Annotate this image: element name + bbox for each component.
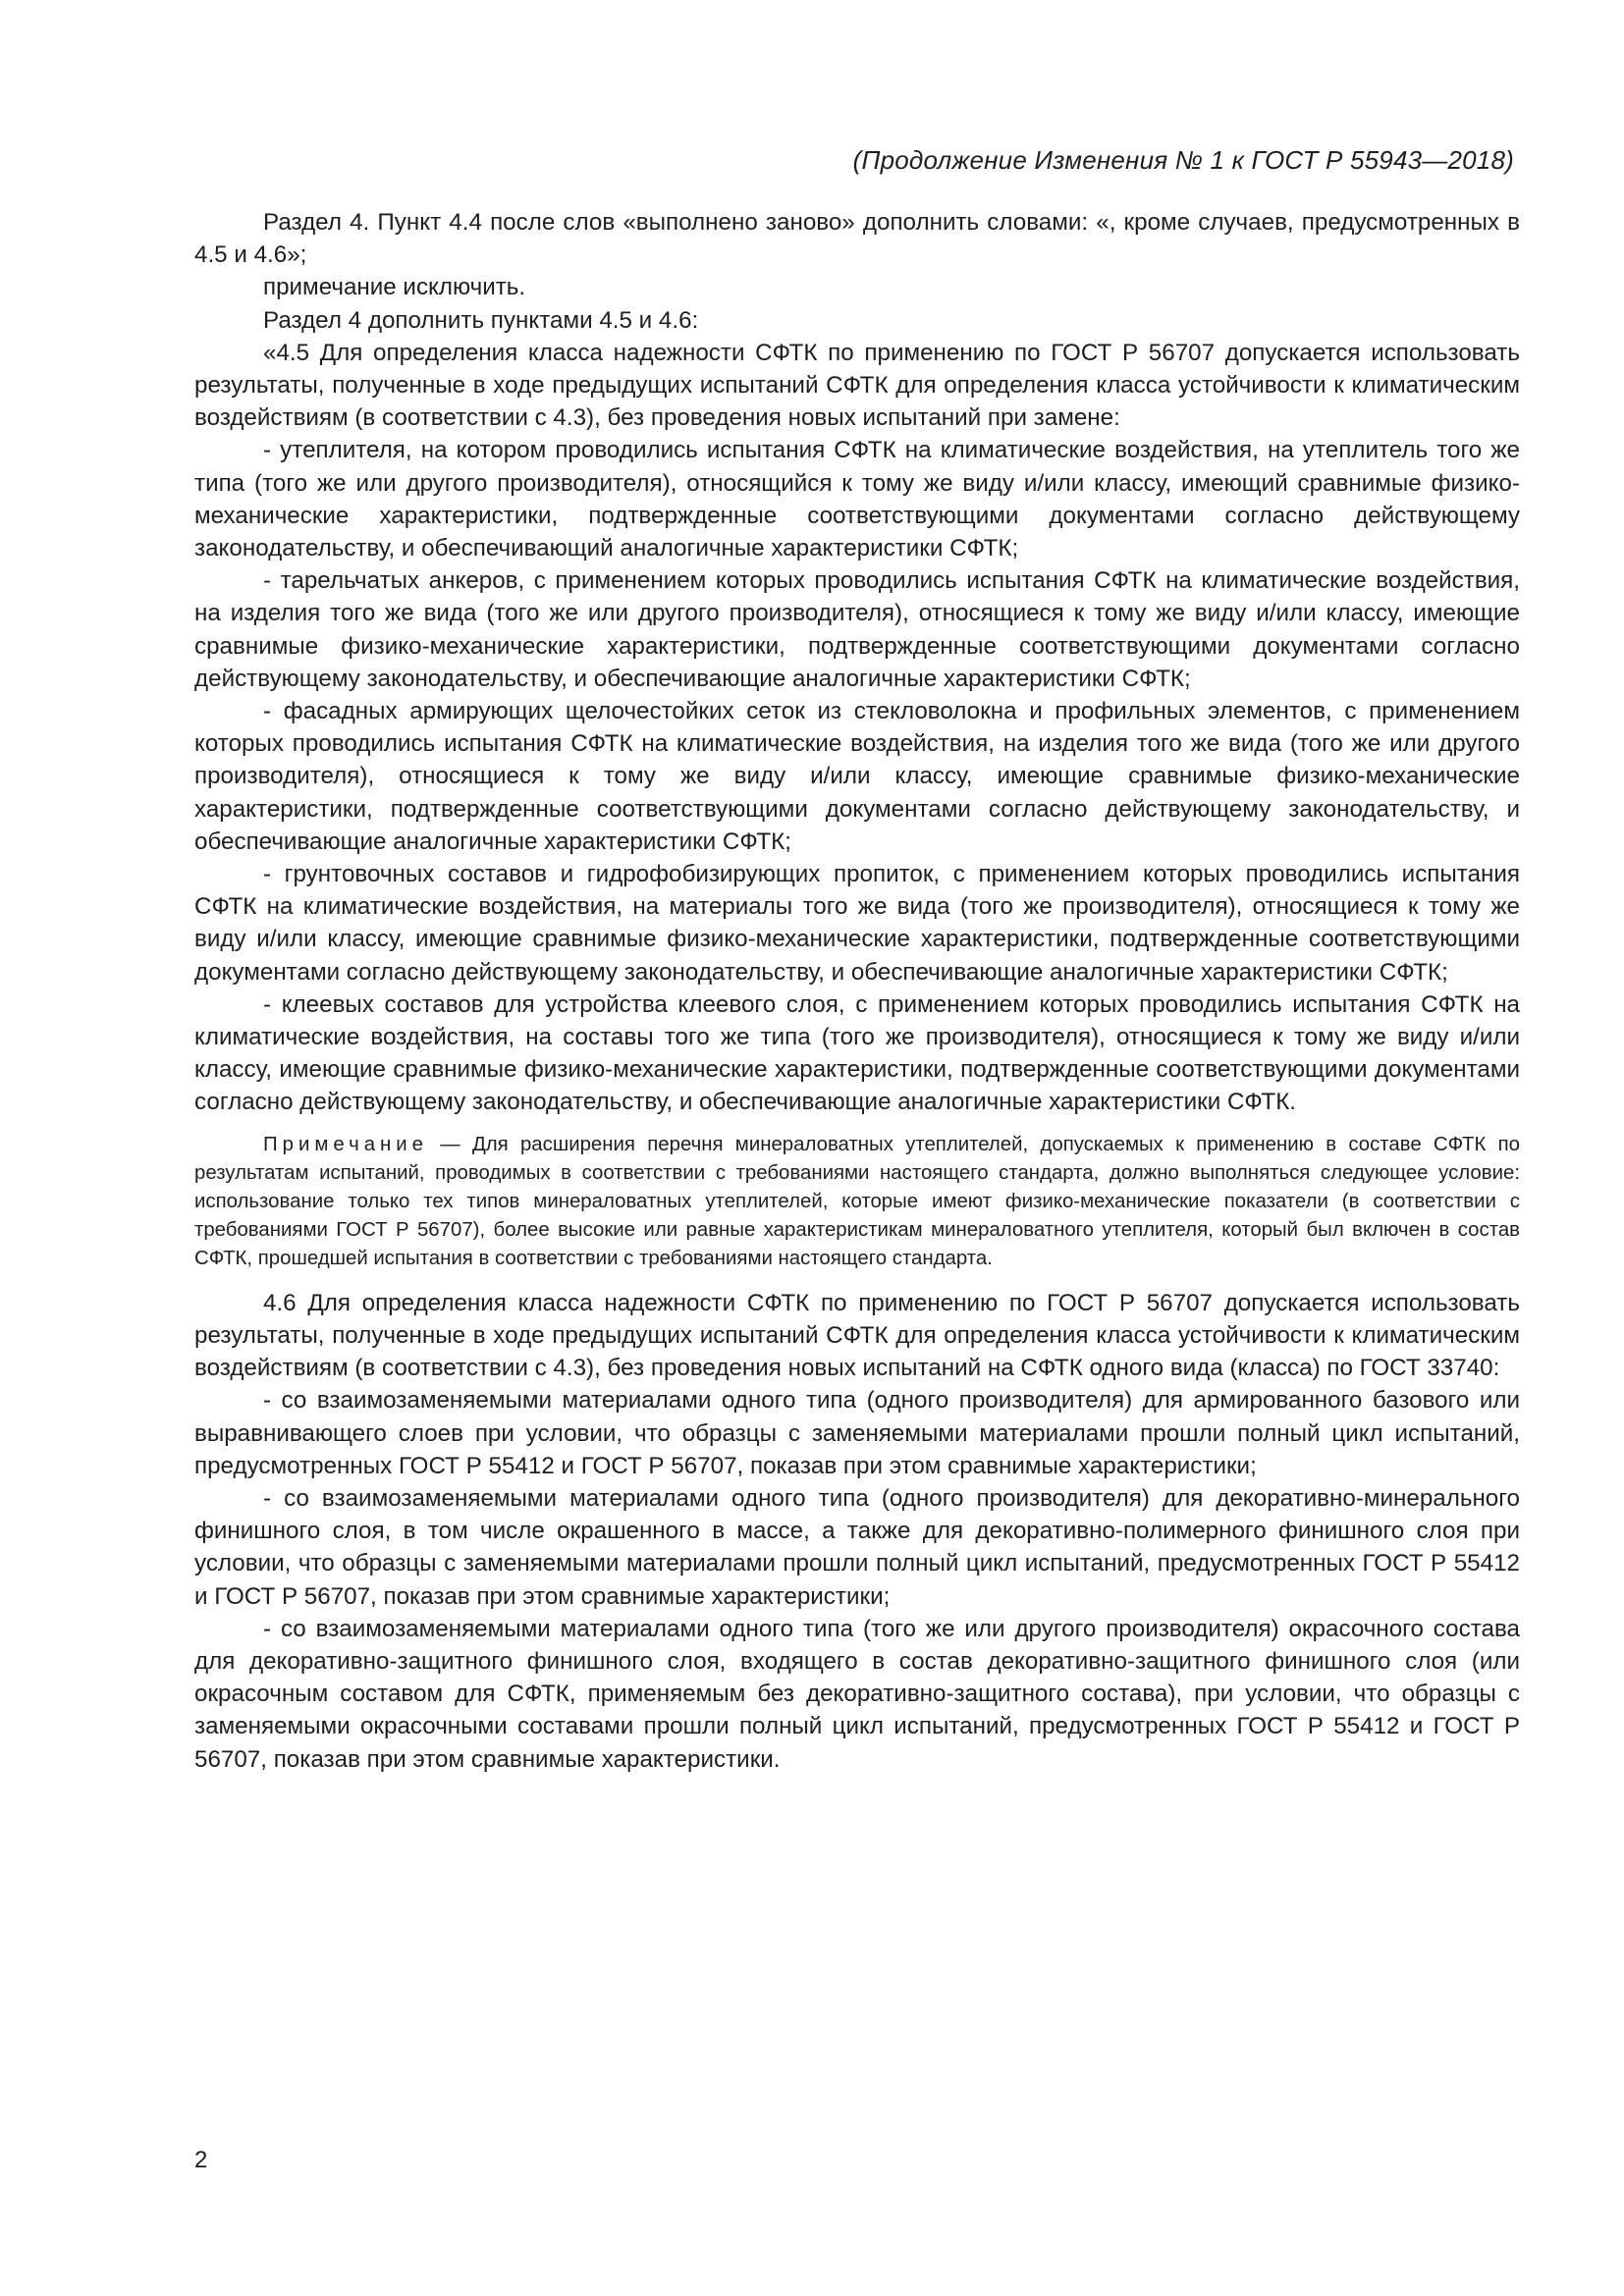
note-text: — Для расширения перечня минераловатных утеплителей, допускаемых к применению в составе СФТК по результатам испытаний, проводимых в соответствии с требованиями настоящего стандарта, должно выполняться следующее условие: использование только тех типов минераловатных утеплителей, которые имеют физико-механические показатели (в соответствии с требованиями ГОСТ Р 56707), более высокие или равные характеристикам минераловатного утеплителя, который был включен в состав СФТК, прошедшей испытания в соответствии с требованиями настоящего стандарта. [194,1133,1520,1269]
paragraph: 4.6 Для определения класса надежности СФТК по применению по ГОСТ Р 56707 допускается использовать результаты, полученные в ходе предыдущих испытаний СФТК для определения класса устойчивости к климатическим воздействиям (в соответствии с 4.3), без проведения новых испытаний на СФТК одного вида (класса) по ГОСТ 33740: [194,1289,1520,1382]
list-item: - со взаимозаменяемыми материалами одного типа (одного производителя) для декоративно-минерального финишного слоя, в том числе окрашенного в массе, а также для декоративно-полимерного финишного слоя при условии, что образцы с заменяемыми материалами прошли полный цикл испытаний, предусмотренных ГОСТ Р 55412 и ГОСТ Р 56707, показав при этом сравнимые характеристики; [194,1484,1520,1610]
list-item: - грунтовочных составов и гидрофобизирующих пропиток, с применением которых проводились испытания СФТК на климатические воздействия, на материалы того же вида (того же производителя), относящиеся к тому же виду и/или классу, имеющие сравнимые физико-механические характеристики, подтвержденные соответствующими документами согласно действующему законодательству, и обеспечивающие аналогичные характеристики СФТК; [194,861,1520,986]
note-label: Примечание [263,1133,429,1155]
list-item: - тарельчатых анкеров, с применением которых проводились испытания СФТК на климатические воздействия, на изделия того же вида (того же или другого производителя), относящиеся к тому же виду и/или классу, имеющие сравнимые физико-механические характеристики, подтвержденные соответствующими документами согласно действующему законодательству, и обеспечивающие аналогичные характеристики СФТК; [194,567,1520,692]
document-body [194,206,1520,1776]
list-item: - со взаимозаменяемыми материалами одного типа (того же или другого производителя) окрасочного состава для декоративно-защитного финишного слоя, входящего в состав декоративно-защитного финишного слоя (или окрасочным составом для СФТК, применяемым без декоративно-защитного состава), при условии, что образцы с заменяемыми окрасочными составами прошли полный цикл испытаний, предусмотренных ГОСТ Р 55412 и ГОСТ Р 56707, показав при этом сравнимые характеристики. [194,1615,1520,1773]
paragraph: примечание исключить. [263,274,526,301]
list-item: - со взаимозаменяемыми материалами одного типа (одного производителя) для армированного базового или выравнивающего слоев при условии, что образцы с заменяемыми материалами прошли полный цикл испытаний, предусмотренных ГОСТ Р 55412 и ГОСТ Р 56707, показав при этом сравнимые характеристики; [194,1387,1520,1479]
paragraph: Раздел 4. Пункт 4.4 после слов «выполнено заново» дополнить словами: «, кроме случаев, предусмотренных в 4.5 и 4.6»; [194,209,1520,269]
paragraph: «4.5 Для определения класса надежности СФТК по применению по ГОСТ Р 56707 допускается использовать результаты, полученные в ходе предыдущих испытаний СФТК для определения класса устойчивости к климатическим воздействиям (в соответствии с 4.3), без проведения новых испытаний при замене: [194,339,1520,432]
list-item: - фасадных армирующих щелочестойких сеток из стекловолокна и профильных элементов, с применением которых проводились испытания СФТК на климатические воздействия, на изделия того же вида (того же или другого производителя), относящиеся к тому же виду и/или классу, имеющие сравнимые физико-механические характеристики, подтвержденные соответствующими документами согласно действующему законодательству, и обеспечивающие аналогичные характеристики СФТК; [194,698,1520,855]
note [194,1131,1520,1273]
paragraph: Раздел 4 дополнить пунктами 4.5 и 4.6: [263,306,699,334]
list-item: - клеевых составов для устройства клеевого слоя, с применением которых проводились испытания СФТК на климатические воздействия, на составы того же типа (того же производителя), относящиеся к тому же виду и/или классу, имеющие сравнимые физико-механические характеристики, подтвержденные соответствующими документами согласно действующему законодательству, и обеспечивающие аналогичные характеристики СФТК. [194,990,1520,1116]
page-header: (Продолжение Изменения № 1 к ГОСТ Р 55943—2018) [852,145,1514,175]
list-item: - утеплителя, на котором проводились испытания СФТК на климатические воздействия, на утеплитель того же типа (того же или другого производителя), относящийся к тому же виду и/или классу, имеющий сравнимые физико-механические характеристики, подтвержденные соответствующими документами согласно действующему законодательству, и обеспечивающий аналогичные характеристики СФТК; [194,437,1520,562]
page-number: 2 [194,2147,208,2173]
